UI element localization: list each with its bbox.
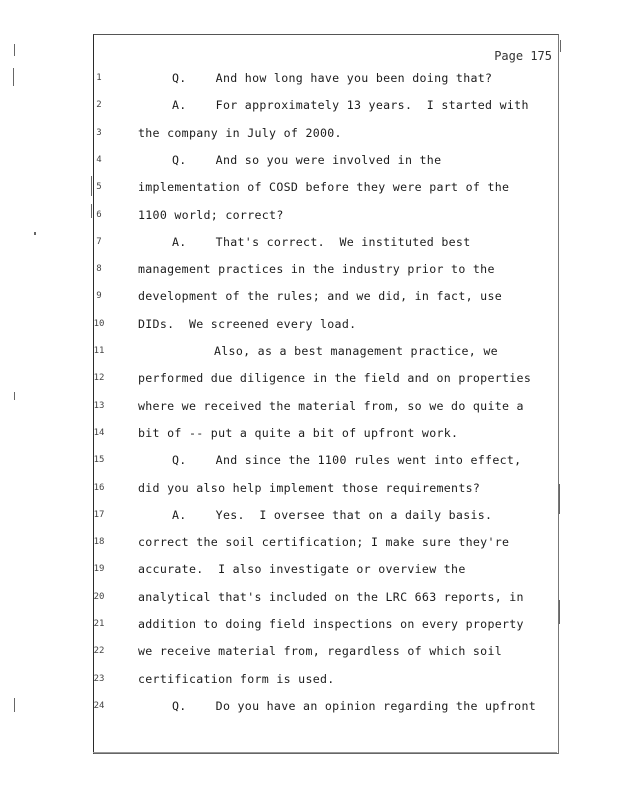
line-text: implementation of COSD before they were part of the: [138, 180, 510, 195]
line-number: 7: [96, 236, 102, 247]
line-text: Q. And how long have you been doing that?: [172, 71, 493, 85]
line-number: 6: [96, 209, 102, 220]
line-number: 20: [93, 591, 105, 602]
line-number: 19: [93, 564, 105, 575]
transcript-line: [94, 508, 558, 528]
line-number: 9: [96, 291, 102, 302]
line-number: 24: [93, 700, 105, 711]
transcript-line: [94, 426, 558, 446]
transcript-line: [94, 453, 558, 473]
line-number: 10: [93, 318, 105, 329]
scan-mark: [559, 484, 560, 514]
transcript-line: [94, 399, 558, 419]
line-text: Also, as a best management practice, we: [214, 344, 498, 358]
transcript-line: [94, 535, 558, 555]
transcript-page: [93, 34, 559, 754]
line-number: 13: [93, 400, 105, 411]
transcript-line: [94, 562, 558, 582]
scan-mark: [91, 204, 92, 218]
line-number: 16: [93, 482, 105, 493]
line-text: the company in July of 2000.: [138, 125, 342, 140]
line-number: 3: [96, 127, 102, 138]
scan-mark: [34, 232, 36, 235]
transcript-line: [94, 180, 558, 200]
scan-mark: [93, 752, 557, 753]
line-text: bit of -- put a quite a bit of upfront work.: [138, 425, 459, 440]
transcript-line: [94, 98, 558, 118]
transcript-line: [94, 371, 558, 391]
line-number: 1: [96, 73, 102, 83]
line-number: 2: [96, 100, 102, 111]
line-number: 11: [93, 346, 105, 356]
line-text: performed due diligence in the field and on properties: [138, 371, 532, 386]
line-text: Q. Do you have an opinion regarding the upfront: [172, 698, 537, 713]
line-text: Q. And so you were involved in the: [172, 152, 442, 167]
transcript-line: [94, 262, 558, 282]
scan-mark: [13, 68, 14, 86]
line-text: analytical that's included on the LRC 663 reports, in: [138, 589, 524, 604]
transcript-line: [94, 644, 558, 664]
line-text: where we received the material from, so we do quite a: [138, 398, 524, 413]
transcript-line: [94, 672, 558, 692]
transcript-line: [94, 153, 558, 173]
page-number: Page 175: [494, 49, 552, 63]
line-number: 22: [93, 646, 105, 657]
line-text: development of the rules; and we did, in fact, use: [138, 289, 503, 304]
line-text: we receive material from, regardless of which soil: [138, 644, 503, 659]
transcript-line: [94, 317, 558, 337]
transcript-line: [94, 126, 558, 146]
transcript-line: [94, 289, 558, 309]
scan-mark: [14, 44, 15, 56]
scan-mark: [91, 176, 92, 196]
transcript-line: [94, 71, 558, 91]
line-text: did you also help implement those requirements?: [138, 480, 481, 495]
line-text: certification form is used.: [138, 671, 335, 686]
line-number: 5: [96, 182, 102, 193]
line-text: addition to doing field inspections on every property: [138, 617, 524, 631]
line-text: A. That's correct. We instituted best: [172, 234, 471, 249]
transcript-line: [94, 699, 558, 719]
transcript-line: [94, 208, 558, 228]
scan-mark: [14, 392, 15, 400]
line-text: 1100 world; correct?: [138, 207, 284, 222]
transcript-line: [94, 344, 558, 364]
line-text: DIDs. We screened every load.: [138, 316, 357, 331]
line-number: 12: [93, 373, 105, 384]
line-number: 15: [93, 455, 105, 466]
line-text: A. Yes. I oversee that on a daily basis.: [172, 507, 493, 522]
scan-mark: [560, 40, 561, 52]
line-number: 17: [93, 509, 105, 520]
line-number: 21: [93, 619, 105, 629]
scan-mark: [559, 600, 560, 624]
line-number: 4: [96, 154, 102, 165]
line-number: 18: [93, 537, 105, 548]
scan-mark: [14, 698, 15, 712]
transcript-line: [94, 590, 558, 610]
transcript-line: [94, 481, 558, 501]
line-text: A. For approximately 13 years. I started with: [172, 98, 529, 113]
line-text: Q. And since the 1100 rules went into effect,: [172, 453, 522, 468]
transcript-line: [94, 617, 558, 637]
line-number: 14: [93, 427, 105, 438]
line-text: management practices in the industry prior to the: [138, 262, 495, 277]
line-text: correct the soil certification; I make sure they're: [138, 535, 510, 550]
transcript-line: [94, 235, 558, 255]
line-text: accurate. I also investigate or overview the: [138, 562, 466, 577]
line-number: 8: [96, 264, 102, 275]
line-number: 23: [93, 673, 105, 684]
